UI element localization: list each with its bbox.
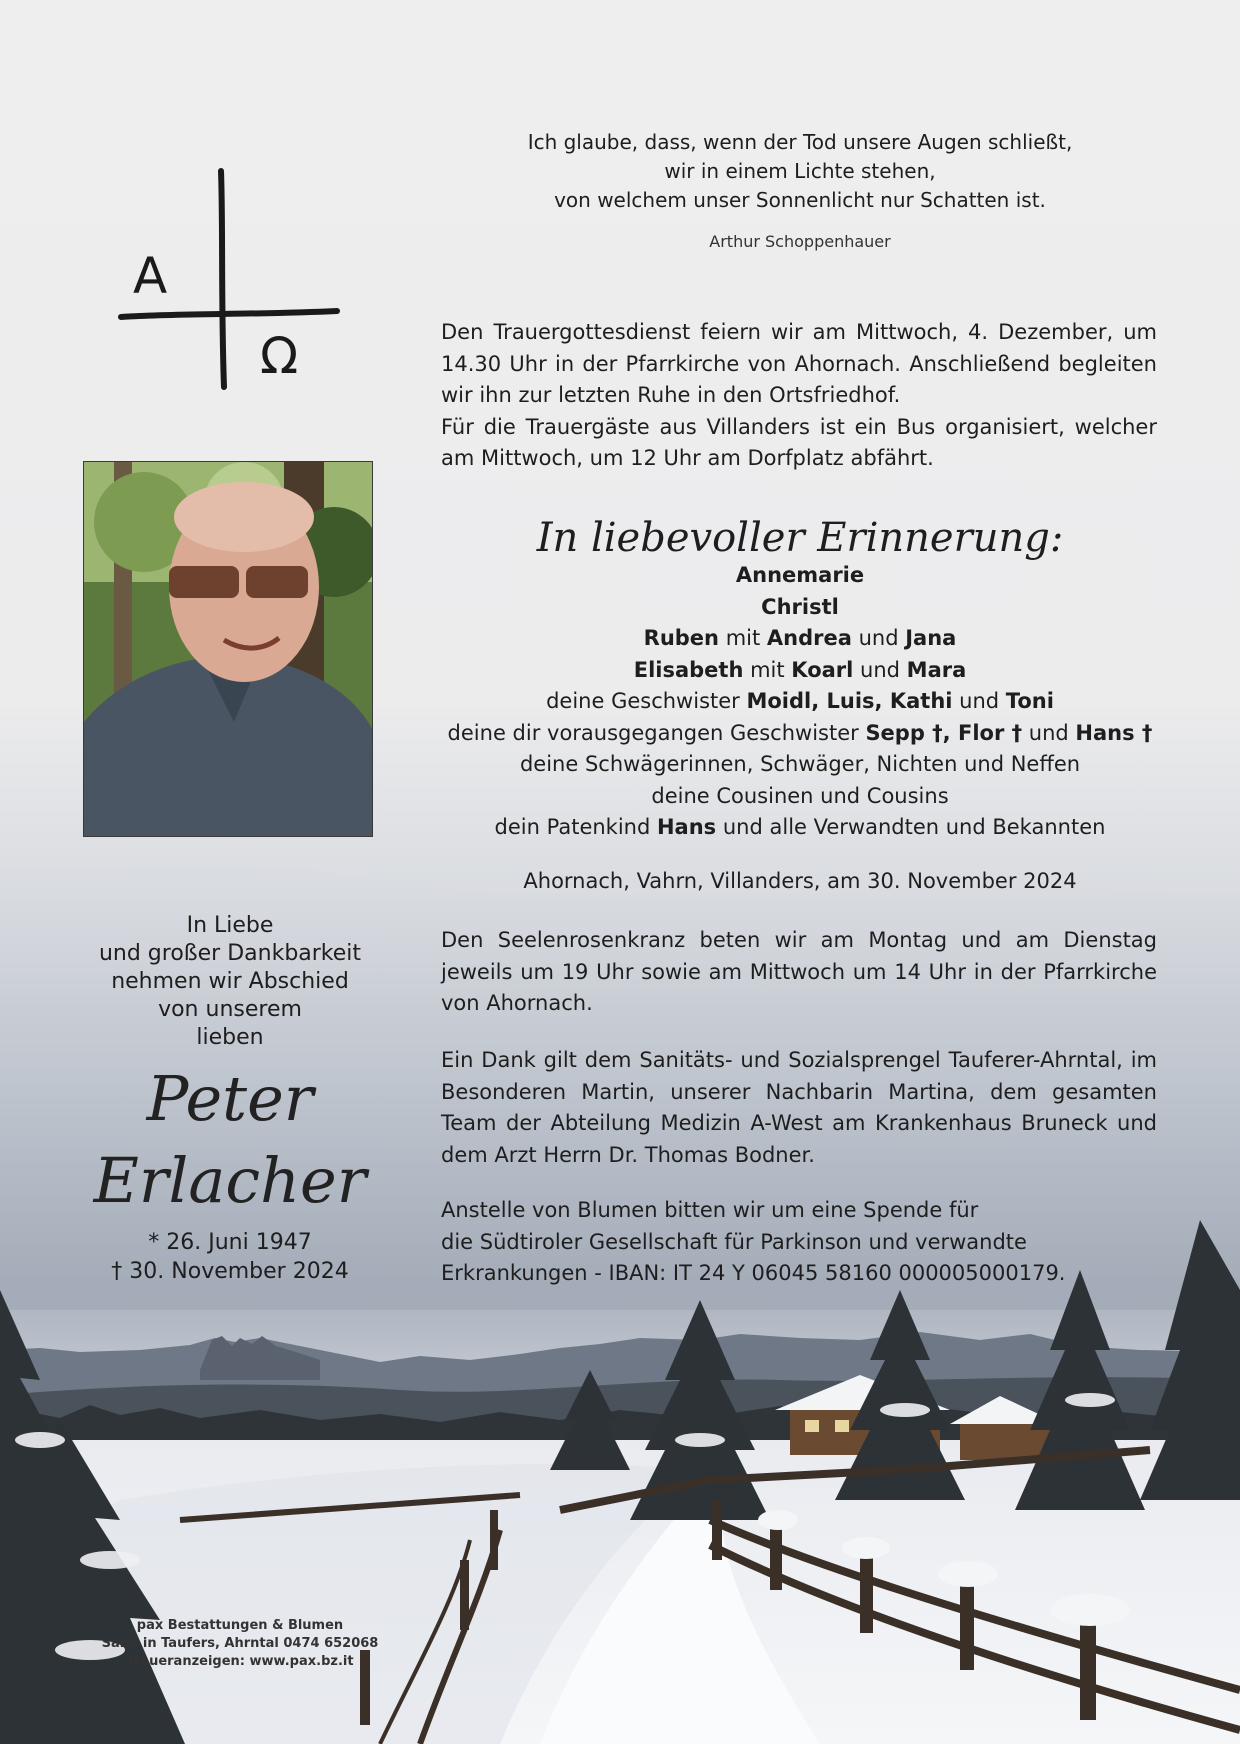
donation-line: Anstelle von Blumen bitten wir um eine Spende für	[441, 1198, 979, 1222]
place-date: Ahornach, Vahrn, Villanders, am 30. November 2024	[523, 868, 1077, 893]
rosary-line: von Ahornach.	[441, 991, 593, 1015]
alpha-letter: A	[133, 247, 168, 305]
life-dates	[60, 1228, 400, 1286]
funeral-home-line: Sand in Taufers, Ahrntal 0474 652068	[101, 1636, 379, 1651]
thanks-line: Besonderen Martin, unserer Nachbarin Martina, dem gesamten	[441, 1079, 1157, 1104]
family-name: Annemarie	[735, 563, 865, 587]
family-line: deine Cousinen und Cousins	[651, 783, 949, 808]
rosary-paragraph	[441, 925, 1157, 1020]
omega-letter: Ω	[260, 327, 299, 385]
deceased-first-name: Peter	[146, 1062, 314, 1135]
death-date: † 30. November 2024	[111, 1259, 349, 1284]
deceased-last-name: Erlacher	[93, 1144, 367, 1217]
family-line: Ruben mit Andrea und Jana	[643, 626, 957, 650]
thanks-line: dem Arzt Herrn Dr. Thomas Bodner.	[441, 1142, 815, 1167]
thanks-paragraph	[441, 1045, 1157, 1171]
service-line: wir ihn zur letzten Ruhe in den Ortsfriedhof.	[441, 383, 901, 407]
funeral-home-info	[90, 1617, 390, 1671]
farewell-line: von unserem	[158, 997, 302, 1022]
family-line: Elisabeth mit Koarl und Mara	[633, 657, 967, 682]
service-paragraph	[441, 317, 1157, 475]
quote-author: Arthur Schoppenhauer	[709, 232, 891, 251]
service-line: 14.30 Uhr in der Pfarrkirche von Ahornach. Anschließend begleiten	[441, 351, 1157, 376]
farewell-text	[60, 912, 400, 1052]
farewell-line: und großer Dankbarkeit	[98, 941, 362, 966]
portrait-photo	[83, 461, 373, 837]
farewell-line: In Liebe	[186, 913, 274, 938]
rosary-line: Den Seelenrosenkranz beten wir am Montag und am Dienstag	[441, 928, 1157, 952]
thanks-line: Ein Dank gilt dem Sanitäts- und Sozialsprengel Tauferer-Ahrntal, im	[441, 1048, 1157, 1072]
dolomite-peaks	[200, 1336, 320, 1380]
thanks-line: Team der Abteilung Medizin A-West am Krankenhaus Bruneck und	[441, 1111, 1157, 1135]
family-line: deine dir vorausgegangen Geschwister Sepp †, Flor † und Hans †	[447, 720, 1153, 745]
family-line: dein Patenkind Hans und alle Verwandten und Bekannten	[494, 815, 1106, 839]
remembrance-heading: In liebevoller Erinnerung:	[536, 515, 1064, 561]
funeral-home-line: Traueranzeigen: www.pax.bz.it	[126, 1654, 354, 1669]
donation-line: Erkrankungen - IBAN: IT 24 Y 06045 58160 000005000179.	[441, 1261, 1066, 1285]
alpha-omega-cross-icon	[115, 165, 345, 395]
quote-line: von welchem unser Sonnenlicht nur Schatten ist.	[554, 188, 1046, 212]
donation-paragraph	[441, 1195, 1157, 1290]
quote-line: wir in einem Lichte stehen,	[664, 159, 936, 183]
birth-date: * 26. Juni 1947	[148, 1230, 312, 1255]
service-line: am Mittwoch, um 12 Uhr am Dorfplatz abfährt.	[441, 446, 934, 470]
family-list	[440, 560, 1160, 897]
quote	[440, 128, 1160, 215]
farewell-line: lieben	[196, 1025, 264, 1050]
donation-line: die Südtiroler Gesellschaft für Parkinson und verwandte	[441, 1229, 1027, 1254]
rosary-line: jeweils um 19 Uhr sowie am Mittwoch um 14 Uhr in der Pfarrkirche	[441, 959, 1157, 984]
family-name: Christl	[761, 594, 839, 619]
family-line: deine Geschwister Moidl, Luis, Kathi und Toni	[546, 689, 1054, 713]
service-line: Für die Trauergäste aus Villanders ist ein Bus organisiert, welcher	[441, 414, 1157, 439]
funeral-home-line: pax Bestattungen & Blumen	[136, 1618, 344, 1633]
farewell-line: nehmen wir Abschied	[111, 969, 349, 994]
family-line: deine Schwägerinnen, Schwäger, Nichten und Neffen	[519, 752, 1081, 776]
service-line: Den Trauergottesdienst feiern wir am Mittwoch, 4. Dezember, um	[441, 320, 1157, 344]
quote-line: Ich glaube, dass, wenn der Tod unsere Augen schließt,	[527, 130, 1073, 154]
